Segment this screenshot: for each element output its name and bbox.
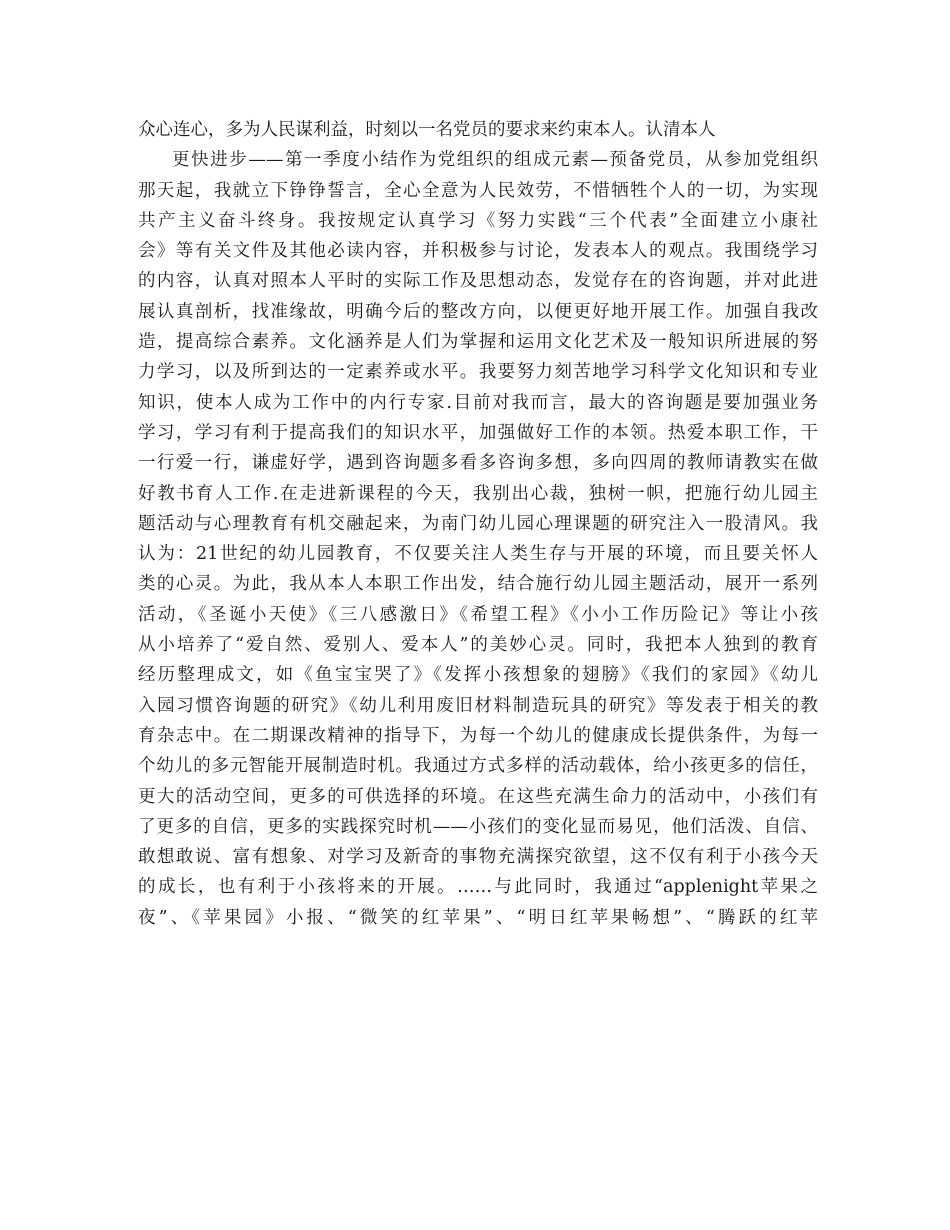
text-line: 一行爱一行，谦虚好学，遇到咨询题多看多咨询多想，多向四周的教师请教实在做	[138, 453, 818, 474]
text-line: 夜”、《苹果园》小报、“微笑的红苹果”、“明日红苹果畅想”、“腾跃的红苹	[138, 907, 818, 928]
text-line: 了更多的自信，更多的实践探究时机——小孩们的变化显而易见，他们活泼、自信、	[138, 816, 818, 837]
text-line: 好教书育人工作.在走进新课程的今天，我别出心裁，独树一帜，把施行幼儿园主	[138, 483, 818, 504]
text-line: 类的心灵。为此，我从本人本职工作出发，结合施行幼儿园主题活动，展开一系列	[138, 574, 818, 595]
text-line: 展认真剖析，找准缘故，明确今后的整改方向，以便更好地开展工作。加强自我改	[138, 301, 818, 322]
text-line: 那天起，我就立下铮铮誓言，全心全意为人民效劳，不惜牺牲个人的一切，为实现	[138, 180, 818, 201]
text-line: 众心连心，多为人民谋利益，时刻以一名党员的要求来约束本人。认清本人	[138, 120, 716, 140]
text-line: 敢想敢说、富有想象、对学习及新奇的事物充满探究欲望，这不仅有利于小孩今天	[138, 847, 818, 868]
text-line: 题活动与心理教育有机交融起来，为南门幼儿园心理课题的研究注入一股清风。我	[138, 513, 818, 534]
text-line: 的内容，认真对照本人平时的实际工作及思想动态，发觉存在的咨询题，并对此进	[138, 271, 818, 292]
text-line: 从小培养了“爱自然、爱别人、爱本人”的美妙心灵。同时，我把本人独到的教育	[138, 635, 818, 656]
text-line: 力学习，以及所到达的一定素养或水平。我要努力刻苦地学习科学文化知识和专业	[138, 362, 818, 383]
text-line: 个幼儿的多元智能开展制造时机。我通过方式多样的活动载体，给小孩更多的信任，	[138, 756, 818, 777]
text-line: 学习，学习有利于提高我们的知识水平，加强做好工作的本领。热爱本职工作，干	[138, 422, 818, 443]
text-line: 知识，使本人成为工作中的内行专家.目前对我而言，最大的咨询题是要加强业务	[138, 392, 818, 413]
text-line: 育杂志中。在二期课改精神的指导下，为每一个幼儿的健康成长提供条件，为每一	[138, 725, 818, 746]
text-line: 活动，《圣诞小天使》《三八感激日》《希望工程》《小小工作历险记》等让小孩	[138, 604, 818, 625]
text-line: 更大的活动空间，更多的可供选择的环境。在这些充满生命力的活动中，小孩们有	[138, 786, 818, 807]
text-line: 认为：21世纪的幼儿园教育，不仅要关注人类生存与开展的环境，而且要关怀人	[138, 544, 818, 565]
text-line: 经历整理成文，如《鱼宝宝哭了》《发挥小孩想象的翅膀》《我们的家园》《幼儿	[138, 665, 818, 686]
text-line: 会》等有关文件及其他必读内容，并积极参与讨论，发表本人的观点。我围绕学习	[138, 241, 818, 262]
body-text	[138, 115, 818, 933]
text-line: 的成长，也有利于小孩将来的开展。……与此同时，我通过“applenight苹果之	[138, 877, 818, 898]
text-line: 更快进步——第一季度小结作为党组织的组成元素—预备党员，从参加党组织	[172, 150, 818, 171]
text-line: 造，提高综合素养。文化涵养是人们为掌握和运用文化艺术及一般知识所进展的努	[138, 332, 818, 353]
text-line: 共产主义奋斗终身。我按规定认真学习《努力实践“三个代表”全面建立小康社	[138, 210, 818, 231]
text-line: 入园习惯咨询题的研究》《幼儿利用废旧材料制造玩具的研究》等发表于相关的教	[138, 695, 818, 716]
